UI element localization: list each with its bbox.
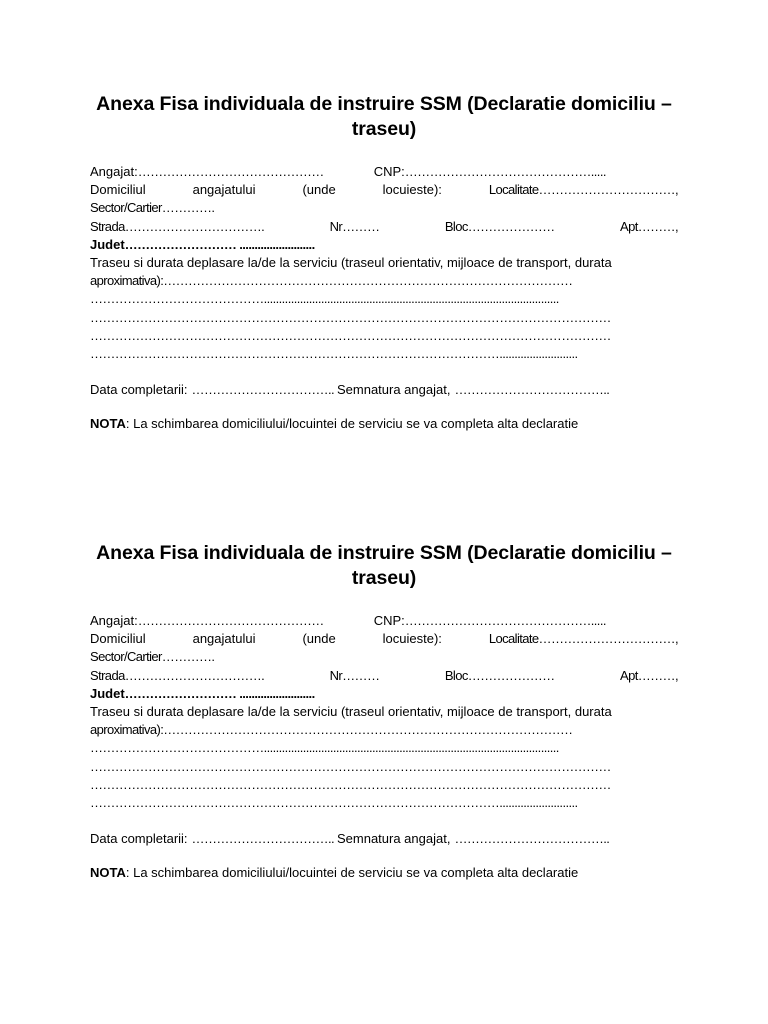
semnatura-field[interactable]: ………………………………..: [454, 831, 610, 847]
angajat-field[interactable]: ………………………………………: [137, 164, 324, 179]
traseu-dots-line[interactable]: ………………………………………………………………………………………..........................: [90, 345, 578, 361]
form-body: [90, 163, 678, 433]
traseu-dots-line[interactable]: ………………………………………………………………………………………………………………: [90, 309, 611, 325]
cnp-label: CNP:: [373, 613, 405, 628]
data-field[interactable]: ……………………………..: [191, 831, 337, 847]
traseu-line: Traseu si durata deplasare la/de la serviciu (traseul orientativ, mijloace de transport, durata: [90, 703, 612, 719]
nota-line: [90, 415, 678, 433]
angajat-label: Angajat:: [90, 164, 138, 179]
angajat-label: Angajat:: [90, 613, 138, 628]
traseu-dots-line[interactable]: ………………………………………………………………………………………………………………: [90, 327, 611, 343]
nota-text: : La schimbarea domiciliului/locuintei de serviciu se va completa alta declaratie: [125, 416, 579, 432]
domiciliu-word: locuieste):: [382, 182, 442, 198]
sector-field[interactable]: Sector/Cartier………….: [90, 649, 215, 665]
localitate-field[interactable]: Localitate……………………………,: [488, 631, 678, 647]
bloc-field[interactable]: Bloc…………………: [444, 218, 555, 234]
domiciliu-word: (unde: [302, 182, 336, 198]
sector-line: [90, 648, 678, 666]
apt-field[interactable]: Apt………,: [620, 218, 678, 234]
form-title: Anexa Fisa individuala de instruire SSM (Declaratie domiciliu – traseu): [96, 542, 672, 589]
aproximativa-field[interactable]: aproximativa):………………………………………………………………………………………: [90, 722, 573, 738]
nr-field[interactable]: Nr………: [329, 667, 380, 683]
traseu-dots-line[interactable]: ………………………………………………………………………………………………………………: [90, 758, 611, 774]
domiciliu-line: [90, 181, 678, 199]
data-semnatura-line: [90, 830, 678, 848]
cnp-label: CNP:: [373, 164, 405, 179]
strada-field[interactable]: Strada…………………………….: [90, 218, 265, 234]
traseu-dots-line[interactable]: ………………………………………………………………………………………………………………: [90, 776, 611, 792]
angajat-cnp-line: [90, 612, 678, 630]
judet-label: Judet: [90, 685, 125, 701]
strada-line: [90, 218, 678, 236]
aproximativa-field[interactable]: aproximativa):………………………………………………………………………………………: [90, 273, 573, 289]
cnp-field[interactable]: ……………………………………….....: [404, 164, 606, 179]
angajat-cnp-line: [90, 163, 678, 181]
sector-field[interactable]: Sector/Cartier………….: [90, 200, 215, 216]
nota-line: [90, 864, 678, 882]
declaration-form-2: [90, 541, 678, 882]
data-label: Data completarii:: [90, 831, 188, 847]
data-semnatura-line: [90, 381, 678, 399]
domiciliu-word: angajatului: [192, 182, 256, 198]
data-field[interactable]: ……………………………..: [191, 382, 337, 398]
semnatura-label: Semnatura angajat,: [336, 831, 451, 847]
form-title: Anexa Fisa individuala de instruire SSM (Declaratie domiciliu – traseu): [96, 93, 672, 140]
angajat-field[interactable]: ………………………………………: [137, 613, 324, 628]
domiciliu-line: [90, 630, 678, 648]
nr-field[interactable]: Nr………: [329, 218, 380, 234]
data-label: Data completarii:: [90, 382, 188, 398]
judet-label: Judet: [90, 236, 125, 252]
traseu-dots-line[interactable]: ………………………………………………………………………………………..........................: [90, 794, 578, 810]
semnatura-field[interactable]: ………………………………..: [454, 382, 610, 398]
judet-field[interactable]: ……………………… .........................: [124, 685, 315, 701]
semnatura-label: Semnatura angajat,: [336, 382, 451, 398]
strada-field[interactable]: Strada…………………………….: [90, 667, 265, 683]
cnp-field[interactable]: ……………………………………….....: [404, 613, 606, 628]
bloc-field[interactable]: Bloc…………………: [444, 667, 555, 683]
judet-line: [90, 685, 678, 703]
judet-field[interactable]: ……………………… .........................: [124, 236, 315, 252]
localitate-field[interactable]: Localitate……………………………,: [488, 182, 678, 198]
nota-label: NOTA: [90, 865, 126, 881]
domiciliu-word: angajatului: [192, 631, 256, 647]
traseu-dots-line[interactable]: ……………………………………..................................................................................................: [90, 740, 559, 756]
traseu-line: Traseu si durata deplasare la/de la serviciu (traseul orientativ, mijloace de transport, durata: [90, 254, 612, 270]
domiciliu-word: Domiciliul: [90, 631, 146, 647]
declaration-form-1: [90, 92, 678, 433]
judet-line: [90, 236, 678, 254]
strada-line: [90, 667, 678, 685]
domiciliu-word: (unde: [302, 631, 336, 647]
nota-text: : La schimbarea domiciliului/locuintei de serviciu se va completa alta declaratie: [125, 865, 579, 881]
form-body: [90, 612, 678, 882]
traseu-dots-line[interactable]: ……………………………………..................................................................................................: [90, 291, 559, 307]
sector-line: [90, 199, 678, 217]
domiciliu-word: locuieste):: [382, 631, 442, 647]
nota-label: NOTA: [90, 416, 126, 432]
domiciliu-word: Domiciliul: [90, 182, 146, 198]
apt-field[interactable]: Apt………,: [620, 667, 678, 683]
